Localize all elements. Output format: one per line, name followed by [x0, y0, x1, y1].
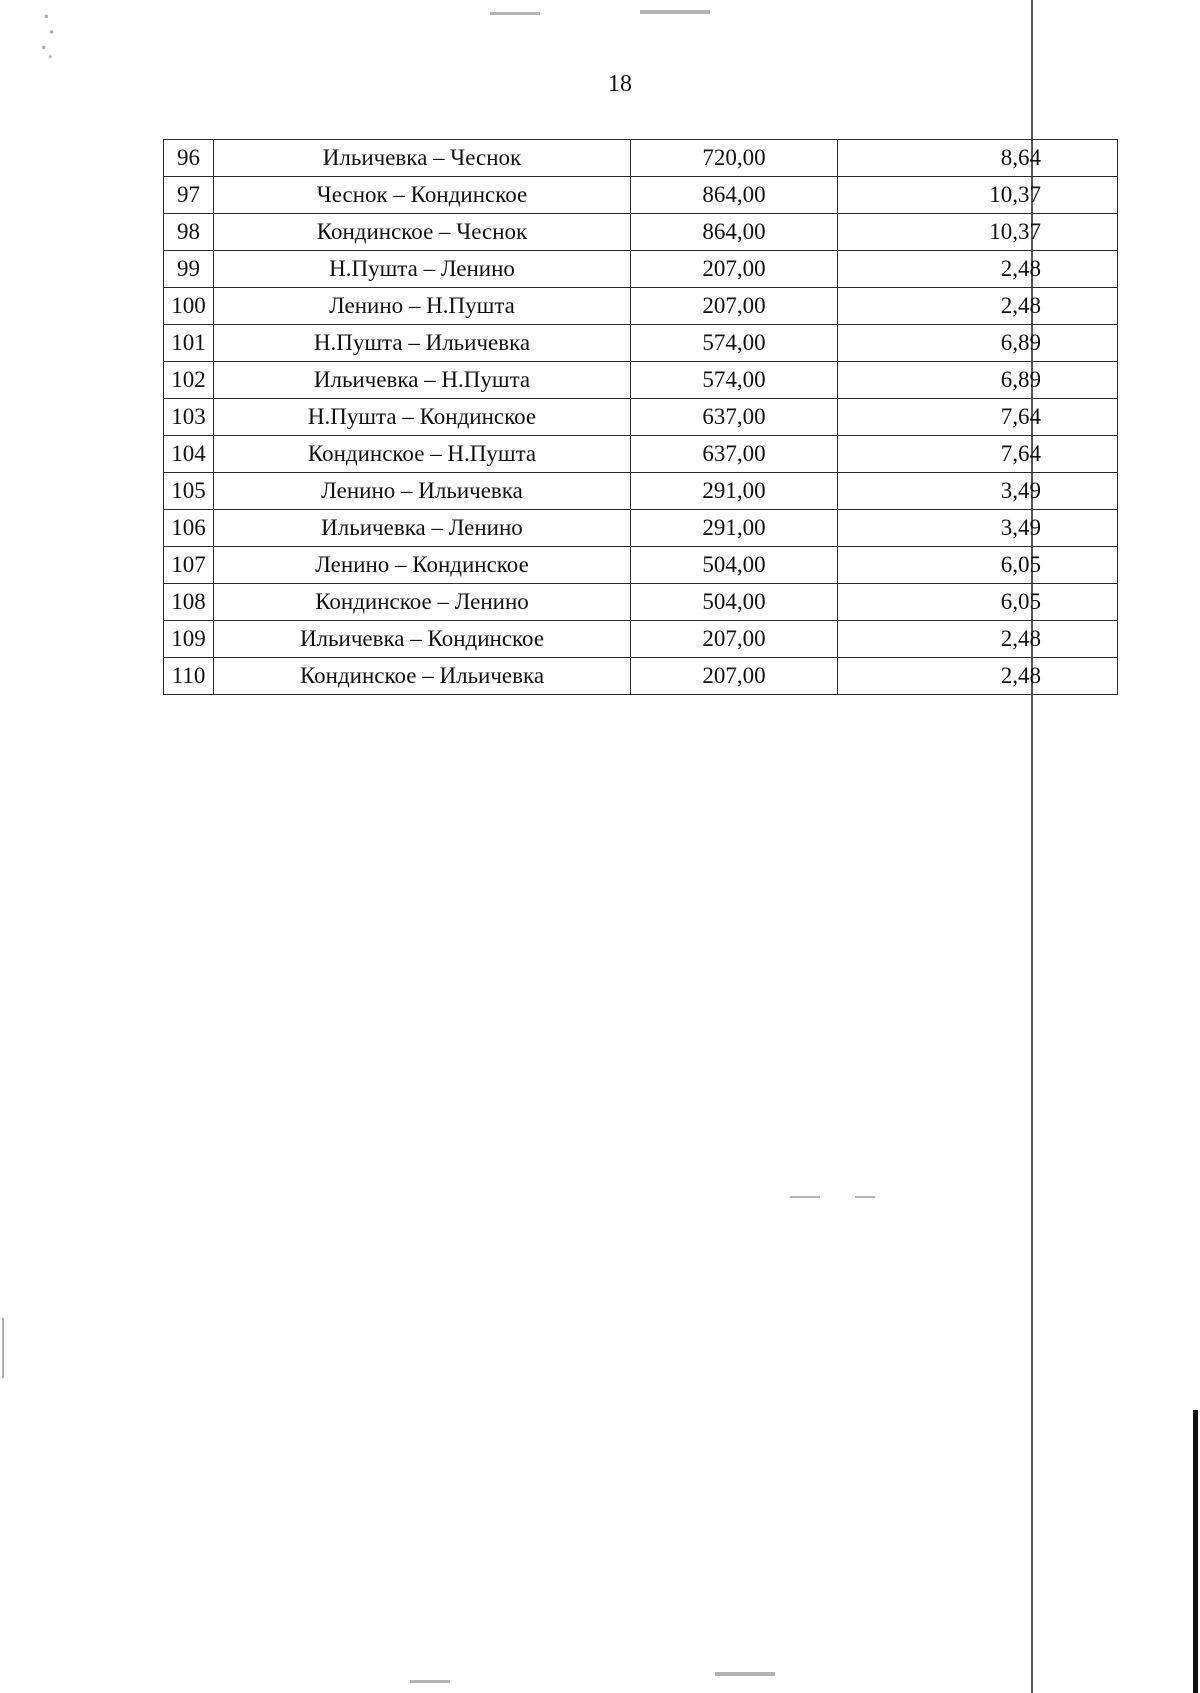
- routes-table: [163, 139, 1118, 695]
- value-cell: 8,64: [838, 140, 1118, 177]
- scan-speck: [2, 1318, 4, 1378]
- distance-cell: 207,00: [631, 288, 838, 325]
- value-cell: 10,37: [838, 177, 1118, 214]
- distance-cell: 864,00: [631, 177, 838, 214]
- table-body: [164, 140, 1118, 695]
- distance-cell: 291,00: [631, 510, 838, 547]
- value-cell: 3,49: [838, 510, 1118, 547]
- scan-speck: [715, 1672, 775, 1676]
- table-row: [164, 362, 1118, 399]
- table-row: [164, 214, 1118, 251]
- route-cell: Ильичевка – Н.Пушта: [214, 362, 631, 399]
- route-cell: Ленино – Кондинское: [214, 547, 631, 584]
- row-number-cell: 98: [164, 214, 214, 251]
- value-cell: 2,48: [838, 658, 1118, 695]
- value-cell: 2,48: [838, 251, 1118, 288]
- row-number-cell: 106: [164, 510, 214, 547]
- distance-cell: 637,00: [631, 399, 838, 436]
- route-cell: Ильичевка – Ленино: [214, 510, 631, 547]
- distance-cell: 207,00: [631, 621, 838, 658]
- distance-cell: 207,00: [631, 251, 838, 288]
- route-cell: Н.Пушта – Ленино: [214, 251, 631, 288]
- distance-cell: 504,00: [631, 547, 838, 584]
- scan-speck: [490, 12, 540, 15]
- table-row: [164, 658, 1118, 695]
- table-row: [164, 288, 1118, 325]
- value-cell: 6,89: [838, 325, 1118, 362]
- route-cell: Ленино – Ильичевка: [214, 473, 631, 510]
- value-cell: 2,48: [838, 288, 1118, 325]
- value-cell: 6,05: [838, 547, 1118, 584]
- distance-cell: 574,00: [631, 362, 838, 399]
- distance-cell: 864,00: [631, 214, 838, 251]
- table-row: [164, 177, 1118, 214]
- table-row: [164, 251, 1118, 288]
- row-number-cell: 105: [164, 473, 214, 510]
- route-cell: Ильичевка – Чеснок: [214, 140, 631, 177]
- route-cell: Ильичевка – Кондинское: [214, 621, 631, 658]
- row-number-cell: 100: [164, 288, 214, 325]
- table-row: [164, 510, 1118, 547]
- route-cell: Кондинское – Н.Пушта: [214, 436, 631, 473]
- row-number-cell: 109: [164, 621, 214, 658]
- value-cell: 6,89: [838, 362, 1118, 399]
- table-row: [164, 584, 1118, 621]
- scan-noise-corner: [36, 4, 62, 66]
- scan-speck: [855, 1196, 875, 1198]
- route-cell: Н.Пушта – Ильичевка: [214, 325, 631, 362]
- table-row: [164, 547, 1118, 584]
- value-cell: 7,64: [838, 436, 1118, 473]
- route-cell: Кондинское – Ильичевка: [214, 658, 631, 695]
- table-row: [164, 325, 1118, 362]
- row-number-cell: 108: [164, 584, 214, 621]
- row-number-cell: 96: [164, 140, 214, 177]
- value-cell: 10,37: [838, 214, 1118, 251]
- row-number-cell: 104: [164, 436, 214, 473]
- distance-cell: 637,00: [631, 436, 838, 473]
- route-cell: Н.Пушта – Кондинское: [214, 399, 631, 436]
- table-row: [164, 140, 1118, 177]
- scan-speck: [790, 1196, 820, 1198]
- scan-speck: [640, 10, 710, 14]
- route-cell: Чеснок – Кондинское: [214, 177, 631, 214]
- route-cell: Ленино – Н.Пушта: [214, 288, 631, 325]
- table-row: [164, 436, 1118, 473]
- scan-speck: [410, 1680, 450, 1683]
- value-cell: 6,05: [838, 584, 1118, 621]
- row-number-cell: 107: [164, 547, 214, 584]
- table-row: [164, 399, 1118, 436]
- table-row: [164, 473, 1118, 510]
- row-number-cell: 97: [164, 177, 214, 214]
- scan-edge-shadow: [1193, 1410, 1198, 1693]
- route-cell: Кондинское – Ленино: [214, 584, 631, 621]
- distance-cell: 504,00: [631, 584, 838, 621]
- value-cell: 2,48: [838, 621, 1118, 658]
- row-number-cell: 110: [164, 658, 214, 695]
- distance-cell: 207,00: [631, 658, 838, 695]
- table-row: [164, 621, 1118, 658]
- distance-cell: 291,00: [631, 473, 838, 510]
- row-number-cell: 102: [164, 362, 214, 399]
- value-cell: 3,49: [838, 473, 1118, 510]
- distance-cell: 574,00: [631, 325, 838, 362]
- row-number-cell: 99: [164, 251, 214, 288]
- distance-cell: 720,00: [631, 140, 838, 177]
- route-cell: Кондинское – Чеснок: [214, 214, 631, 251]
- page-number: 18: [608, 71, 632, 97]
- row-number-cell: 101: [164, 325, 214, 362]
- value-cell: 7,64: [838, 399, 1118, 436]
- row-number-cell: 103: [164, 399, 214, 436]
